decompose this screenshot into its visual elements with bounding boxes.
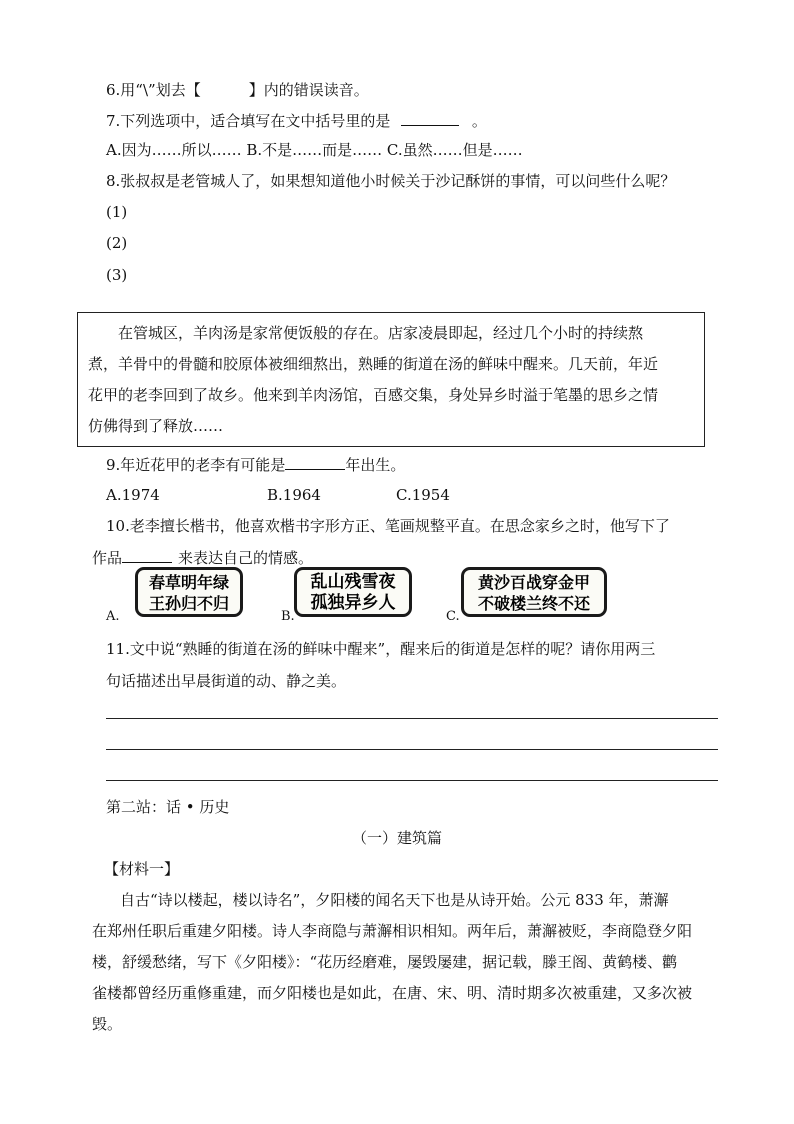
calligraphy-c-bottom: 不破楼兰终不还 [477, 594, 590, 613]
calligraphy-option-a[interactable] [135, 567, 243, 617]
answer-line-2[interactable] [106, 749, 718, 750]
question-7-end: 。 [471, 112, 487, 130]
material-1-line-5: 毁。 [92, 1015, 123, 1033]
question-10-options [106, 567, 626, 624]
question-7-text: 7.下列选项中，适合填写在文中括号里的是 [106, 112, 391, 130]
calligraphy-b-bottom: 孤独异乡人 [310, 593, 396, 613]
material-1-label: 【材料一】 [104, 860, 180, 878]
question-9-text-end: 年出生。 [345, 456, 406, 474]
question-11-line-1: 11.文中说“熟睡的街道在汤的鲜味中醒来”，醒来后的街道是怎样的呢？请你用两三 [106, 640, 656, 658]
option-b-letter: B. [281, 609, 295, 624]
question-10-text-start: 作品 [92, 549, 123, 567]
calligraphy-b-top: 乱山残雪夜 [310, 572, 396, 592]
question-8-item-1: (1) [106, 203, 128, 221]
passage-line-1: 在管城区，羊肉汤是家常便饭般的存在。店家凌晨即起，经过几个小时的持续熬 [118, 324, 644, 342]
question-8-item-2: (2) [106, 234, 128, 252]
question-9 [106, 453, 405, 475]
question-7-options: A.因为……所以…… B.不是……而是…… C.虽然……但是…… [106, 141, 523, 159]
calligraphy-a-top: 春草明年绿 [148, 573, 229, 592]
question-6-text-end: 】内的错误读音。 [248, 81, 369, 99]
answer-line-3[interactable] [106, 780, 718, 781]
option-a-letter: A. [106, 609, 120, 624]
question-6-text-start: 6.用“\”划去【 [106, 81, 201, 99]
passage-line-2: 煮，羊骨中的骨髓和胶原体被细细熬出，熟睡的街道在汤的鲜味中醒来。几天前，年近 [88, 355, 659, 373]
question-10-line-2 [92, 546, 313, 568]
material-1-line-4: 雀楼都曾经历重修重建，而夕阳楼也是如此，在唐、宋、明、清时期多次被重建，又多次被 [92, 984, 693, 1002]
question-9-text-start: 9.年近花甲的老李有可能是 [106, 456, 286, 474]
question-9-option-a: A.1974 [106, 486, 160, 504]
calligraphy-a-bottom: 王孙归不归 [148, 594, 229, 613]
question-7 [106, 109, 487, 131]
question-9-option-c: C.1954 [396, 486, 450, 504]
material-1-line-1: 自古“诗以楼起，楼以诗名”，夕阳楼的闻名天下也是从诗开始。公元 833 年，萧澥 [120, 891, 669, 909]
station-2-title: 第二站：话 • 历史 [106, 798, 230, 816]
calligraphy-c-top: 黄沙百战穿金甲 [477, 573, 590, 592]
passage-line-3: 花甲的老李回到了故乡。他来到羊肉汤馆，百感交集，身处异乡时溢于笔墨的思乡之情 [88, 386, 659, 404]
material-1-line-2: 在郑州任职后重建夕阳楼。诗人李商隐与萧澥相识相知。两年后，萧澥被贬，李商隐登夕阳 [92, 922, 693, 940]
calligraphy-option-c[interactable] [461, 567, 607, 617]
answer-line-1[interactable] [106, 718, 718, 719]
material-1-line-3: 楼，舒缓愁绪，写下《夕阳楼》：“花历经磨难，屡毁屡建，据记载，滕王阁、黄鹤楼、鹳 [92, 953, 678, 971]
option-c-letter: C. [446, 609, 460, 624]
question-7-blank[interactable] [401, 109, 459, 126]
question-10-blank[interactable] [122, 546, 172, 563]
question-11-line-2: 句话描述出早晨街道的动、静之美。 [106, 672, 347, 690]
question-10-text-end: 来表达自己的情感。 [178, 549, 314, 567]
question-9-option-b: B.1964 [267, 486, 321, 504]
question-8: 8.张叔叔是老管城人了，如果想知道他小时候关于沙记酥饼的事情，可以问些什么呢？ [106, 172, 676, 190]
calligraphy-option-b[interactable] [294, 567, 412, 617]
question-8-item-3: (3) [106, 266, 128, 284]
station-2-subtitle: （一）建筑篇 [351, 829, 442, 847]
question-10-line-1: 10.老李擅长楷书，他喜欢楷书字形方正、笔画规整平直。在思念家乡之时，他写下了 [106, 517, 670, 535]
question-9-blank[interactable] [285, 453, 345, 470]
passage-line-4: 仿佛得到了释放…… [88, 417, 224, 435]
question-6 [106, 80, 369, 100]
passage-box [77, 312, 705, 447]
